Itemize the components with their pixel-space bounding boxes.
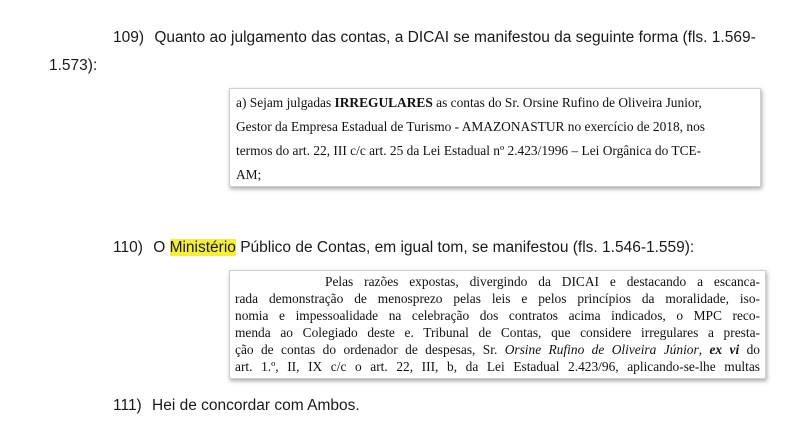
- paragraph-110: [113, 238, 694, 258]
- quote-line: [235, 342, 760, 358]
- mpc-quote-box: [229, 270, 766, 379]
- quote-line: AM;: [236, 167, 262, 182]
- quote-text: do: [739, 342, 760, 357]
- text-segment: Público de Contas, em igual tom, se manifestou (fls. 1.546-1.559):: [235, 239, 695, 256]
- paragraph-text: Quanto ao julgamento das contas, a DICAI se manifestou da seguinte forma (fls. 1.569-: [154, 29, 756, 46]
- quote-line: menda ao Colegiado deste e. Tribunal de Contas, que considere irregulares a presta-: [235, 325, 760, 340]
- paragraph-109-continuation: 1.573):: [49, 57, 98, 74]
- quote-line: Pelas razões expostas, divergindo da DICAI e destacando a escanca-: [325, 274, 760, 289]
- paragraph-111: [113, 396, 360, 416]
- quote-text: a) Sejam julgadas: [236, 95, 335, 110]
- quote-text: ção de contas do ordenador de despesas, Sr.: [235, 342, 505, 357]
- quote-text: ,: [698, 342, 710, 357]
- paragraph-number: 110): [113, 239, 143, 256]
- paragraph-number: 111): [113, 397, 142, 414]
- quote-line: Gestor da Empresa Estadual de Turismo - AMAZONASTUR no exercício de 2018, nos: [236, 119, 705, 134]
- quote-line: rada demonstração de menosprezo pelas leis e pelos princípios da moralidade, iso-: [235, 291, 760, 306]
- quote-line: termos do art. 22, III c/c art. 25 da Lei Estadual nº 2.423/1996 – Lei Orgânica do TCE-: [236, 143, 702, 158]
- quote-bold-italic-text: ex vi: [709, 342, 740, 357]
- quote-line: [236, 95, 702, 111]
- quote-line: art. 1.º, II, IX c/c o art. 22, III, b, da Lei Estadual 2.423/96, aplicando-se-lhe multas: [235, 359, 760, 374]
- quote-bold-text: IRREGULARES: [334, 95, 433, 110]
- paragraph-text: Hei de concordar com Ambos.: [152, 397, 360, 414]
- quote-line: nomia e impessoalidade na celebração dos contratos acima indicados, o MPC reco-: [235, 308, 760, 323]
- dicai-quote-box: [229, 88, 761, 187]
- quote-italic-text: Orsine Rufino de Oliveira Júnior: [504, 342, 699, 357]
- quote-text: as contas do Sr. Orsine Rufino de Oliveira Junior,: [432, 95, 702, 110]
- paragraph-109: [113, 28, 756, 48]
- highlighted-word: Ministério: [169, 239, 236, 256]
- text-segment: O: [153, 239, 170, 256]
- paragraph-number: 109): [113, 29, 145, 46]
- paragraph-text: [153, 239, 694, 256]
